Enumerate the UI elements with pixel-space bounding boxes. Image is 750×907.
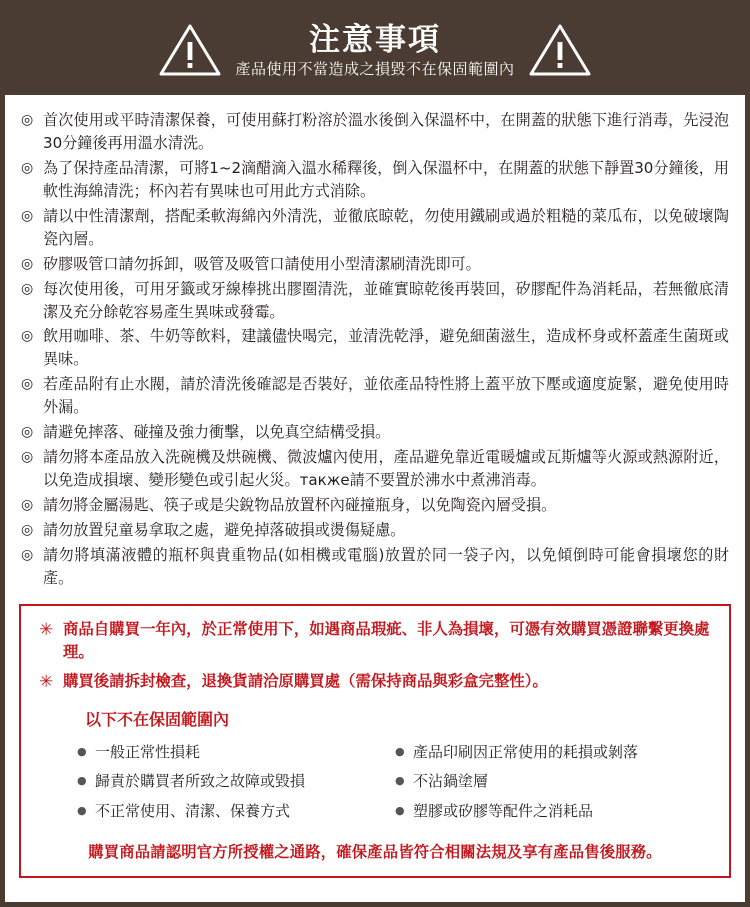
exclusion-column-right <box>395 738 713 826</box>
list-item-text: 請勿放置兒童易拿取之處，避免掉落破損或燙傷疑慮。 <box>43 520 406 539</box>
circle-bullet-icon: ◎ <box>21 280 34 297</box>
list-item <box>395 797 713 826</box>
list-item <box>77 738 395 767</box>
asterisk-icon: ✳ <box>39 671 54 692</box>
warranty-line-text: 購買後請拆封檢查，退換貨請洽原購買處（需保持商品與彩盒完整性）。 <box>63 671 548 690</box>
list-item-text: 飲用咖啡、茶、牛奶等飲料，建議儘快喝完，並清洗乾淨，避免細菌滋生，造成杯身或杯蓋產生菌斑或異味。 <box>43 327 729 369</box>
list-item-text: 請勿將填滿液體的瓶杯與貴重物品(如相機或電腦)放置於同一袋子內，以免傾倒時可能會損壞您的財產。 <box>43 545 729 587</box>
notes-section <box>5 95 745 590</box>
list-item-text: 請勿將金屬湯匙、筷子或是尖銳物品放置杯內碰撞瓶身，以免陶瓷內層受損。 <box>43 496 557 514</box>
circle-bullet-icon: ◎ <box>21 424 34 441</box>
list-item <box>21 205 729 251</box>
list-item-text: 不正常使用、清潔、保養方式 <box>95 801 291 820</box>
circle-bullet-icon: ◎ <box>21 255 34 272</box>
page-subtitle: 產品使用不當造成之損毀不在保固範圍內 <box>235 59 515 78</box>
warning-triangle-icon <box>529 22 591 78</box>
list-item <box>77 797 395 826</box>
dot-bullet-icon: ● <box>395 774 405 788</box>
list-item <box>395 738 713 767</box>
asterisk-icon: ✳ <box>39 619 54 640</box>
circle-bullet-icon: ◎ <box>21 159 34 176</box>
list-item-text: 首次使用或平時清潔保養，可使用蘇打粉溶於溫水後倒入保溫杯中，在開蓋的狀態下進行消毒，先浸泡30分鐘後再用溫水清洗。 <box>43 111 729 152</box>
circle-bullet-icon: ◎ <box>21 497 34 513</box>
warranty-footer: 購買商品請認明官方所授權之通路，確保產品皆符合相關法規及享有產品售後服務。 <box>88 842 662 861</box>
dot-bullet-icon: ● <box>395 745 405 759</box>
warranty-line <box>37 618 713 664</box>
list-item <box>21 544 729 590</box>
exclusion-title: 以下不在保固範圍內 <box>85 710 230 730</box>
dot-bullet-icon: ● <box>395 803 405 817</box>
list-item <box>21 494 729 517</box>
header-text-block <box>235 23 514 78</box>
list-item <box>395 767 713 796</box>
list-item <box>21 446 729 492</box>
list-item <box>21 253 729 276</box>
notes-list <box>21 109 729 590</box>
circle-bullet-icon: ◎ <box>21 328 34 345</box>
list-item <box>21 278 729 324</box>
list-item-text: 一般正常性損耗 <box>95 743 201 762</box>
warranty-line-text: 商品自購買一年內，於正常使用下，如遇商品瑕疵、非人為損壞，可憑有效購買憑證聯繫更換處理。 <box>63 619 710 661</box>
list-item-text: 產品印刷因正常使用的耗損或剝落 <box>413 743 639 762</box>
exclusion-column-left <box>77 738 395 826</box>
dot-bullet-icon: ● <box>77 774 87 788</box>
list-item-text: 每次使用後，可用牙籤或牙線棒挑出膠圈清洗，並確實晾乾後再裝回，矽膠配件為消耗品，若無徹底清潔及充分餘乾容易產生異味或發霉。 <box>43 279 729 321</box>
warranty-line <box>37 670 713 693</box>
list-item-text: 請避免摔落、碰撞及強力衝擊，以免真空結構受損。 <box>43 423 391 442</box>
list-item <box>21 325 729 371</box>
list-item-text: 為了保持產品清潔，可將1~2滴醋滴入溫水稀釋後，倒入保溫杯中，在開蓋的狀態下靜置30分鐘後，用軟性海綿清洗；杯內若有異味也可用此方式消除。 <box>43 158 729 200</box>
circle-bullet-icon: ◎ <box>21 207 34 224</box>
list-item-text: 若產品附有止水閥，請於清洗後確認是否裝好，並依產品特性將上蓋平放下壓或適度旋緊，避免使用時外漏。 <box>43 375 729 417</box>
list-item <box>21 157 729 203</box>
page-header <box>5 5 745 95</box>
dot-bullet-icon: ● <box>77 745 87 759</box>
page-title: 注意事項 <box>308 21 441 58</box>
list-item-text: 不沾鍋塗層 <box>413 772 489 791</box>
list-item-text: 塑膠或矽膠等配件之消耗品 <box>413 801 594 820</box>
list-item-text: 歸責於購買者所致之故障或毀損 <box>95 772 306 791</box>
warranty-box <box>19 604 731 878</box>
circle-bullet-icon: ◎ <box>21 521 34 538</box>
circle-bullet-icon: ◎ <box>21 376 34 393</box>
list-item-text: 請以中性清潔劑，搭配柔軟海綿內外清洗，並徹底晾乾，勿使用鐵刷或過於粗糙的菜瓜布，以免破壞陶瓷內層。 <box>43 206 729 248</box>
list-item <box>21 373 729 419</box>
circle-bullet-icon: ◎ <box>21 112 34 128</box>
circle-bullet-icon: ◎ <box>21 449 34 466</box>
list-item <box>21 421 729 444</box>
dot-bullet-icon: ● <box>77 803 87 817</box>
list-item-text: 請勿將本產品放入洗碗機及烘碗機、微波爐內使用，產品避免靠近電暖爐或瓦斯爐等火源或熱源附近，以免造成損壞、變形變色或引起火災。также請不要置於沸水中煮沸消毒。 <box>43 448 729 490</box>
exclusion-columns <box>77 738 713 826</box>
circle-bullet-icon: ◎ <box>21 546 34 563</box>
list-item <box>21 519 729 542</box>
list-item <box>77 767 395 796</box>
list-item <box>21 109 729 155</box>
list-item-text: 矽膠吸管口請勿拆卸，吸管及吸管口請使用小型清潔刷清洗即可。 <box>43 254 481 273</box>
warning-triangle-icon <box>159 22 221 78</box>
